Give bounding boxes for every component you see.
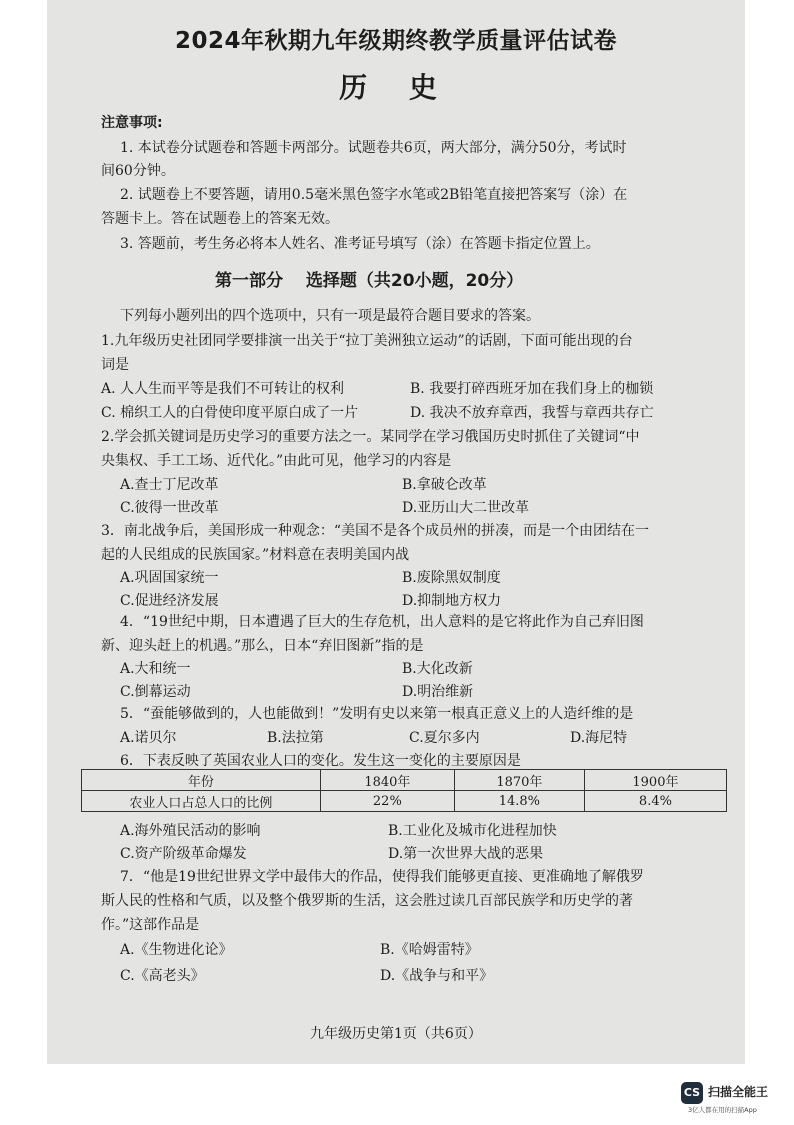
q6-stem: 6．下表反映了英国农业人口的变化。发生这一变化的主要原因是 — [120, 753, 521, 769]
q6-option-d: D.第一次世界大战的恶果 — [388, 846, 544, 862]
table-cell: 8.4% — [584, 791, 726, 812]
q6-option-b: B.工业化及城市化进程加快 — [388, 823, 557, 839]
table-cell: 1870年 — [454, 770, 584, 791]
q7-stem-3: 作。”这部作品是 — [101, 917, 200, 933]
scanner-logo-icon: CS — [681, 1082, 703, 1104]
q3-option-d: D.抑制地方权力 — [402, 593, 502, 609]
table-cell: 1900年 — [584, 770, 726, 791]
notice-item-1: 1. 本试卷分试题卷和答题卡两部分。试题卷共6页，两大部分，满分50分，考试时 — [120, 140, 627, 156]
notice-item-2-cont: 答题卡上。答在试题卷上的答案无效。 — [101, 211, 339, 227]
table-header-row — [82, 770, 727, 791]
q1-option-d: D. 我决不放弃章西，我誓与章西共存亡 — [410, 405, 654, 421]
q2-option-a: A.查士丁尼改革 — [120, 477, 219, 493]
section-title: 第一部分 选择题（共20小题，20分） — [215, 271, 524, 291]
exam-title: 2024年秋期九年级期终教学质量评估试卷 — [174, 28, 617, 54]
page-footer: 九年级历史第1页（共6页） — [310, 1026, 482, 1042]
q5-option-b: B.法拉第 — [267, 730, 324, 746]
q7-option-b: B.《哈姆雷特》 — [380, 942, 479, 958]
q1-stem-1: 1.九年级历史社团同学要排演一出关于“拉丁美洲独立运动”的话剧，下面可能出现的台 — [101, 333, 633, 349]
exam-page — [47, 0, 745, 1064]
table-cell: 1840年 — [320, 770, 454, 791]
q1-option-a: A. 人人生而平等是我们不可转让的权利 — [101, 381, 345, 397]
q2-stem-2: 央集权、手工工场、近代化。”由此可见，他学习的内容是 — [101, 453, 452, 469]
q1-option-c: C. 棉织工人的白骨使印度平原白成了一片 — [101, 405, 359, 421]
q4-stem-1: 4．“19世纪中期，日本遭遇了巨大的生存危机，出人意料的是它将此作为自己弃旧图 — [120, 614, 644, 630]
q5-option-c: C.夏尔多内 — [409, 730, 480, 746]
notice-item-3: 3. 答题前，考生务必将本人姓名、准考证号填写（涂）在答题卡指定位置上。 — [120, 236, 600, 252]
table-cell: 14.8% — [454, 791, 584, 812]
q5-stem: 5．“蚕能够做到的，人也能做到！”发明有史以来第一根真正意义上的人造纤维的是 — [120, 706, 634, 722]
q2-option-c: C.彼得一世改革 — [120, 500, 219, 516]
table-row — [82, 791, 727, 812]
q7-option-a: A.《生物进化论》 — [120, 942, 233, 958]
q3-option-c: C.促进经济发展 — [120, 593, 219, 609]
section-instruction: 下列每小题列出的四个选项中，只有一项是最符合题目要求的答案。 — [120, 308, 540, 324]
q3-stem-2: 起的人民组成的民族国家。”材料意在表明美国内战 — [101, 547, 410, 563]
q6-option-c: C.资产阶级革命爆发 — [120, 846, 247, 862]
q2-stem-1: 2.学会抓关键词是历史学习的重要方法之一。某同学在学习俄国历史时抓住了关键词“中 — [101, 429, 640, 445]
q2-option-d: D.亚历山大二世改革 — [402, 500, 530, 516]
q4-option-c: C.倒幕运动 — [120, 684, 191, 700]
notice-item-2: 2. 试题卷上不要答题，请用0.5毫米黑色签字水笔或2B铅笔直接把答案写（涂）在 — [120, 187, 628, 203]
table-cell: 农业人口占总人口的比例 — [82, 791, 321, 812]
q1-option-b: B. 我要打碎西班牙加在我们身上的枷锁 — [410, 381, 654, 397]
q4-option-d: D.明治维新 — [402, 684, 474, 700]
notice-item-1-cont: 间60分钟。 — [101, 163, 175, 179]
table-cell: 年份 — [82, 770, 321, 791]
q7-stem-1: 7．“他是19世纪世界文学中最伟大的作品，使得我们能够更直接、更准确地了解俄罗 — [120, 869, 644, 885]
table-cell: 22% — [320, 791, 454, 812]
notice-heading: 注意事项: — [101, 115, 163, 131]
q2-option-b: B.拿破仑改革 — [402, 477, 487, 493]
q1-stem-2: 词是 — [101, 357, 129, 373]
q6-option-a: A.海外殖民活动的影响 — [120, 823, 261, 839]
q3-option-b: B.废除黑奴制度 — [402, 570, 501, 586]
q4-option-b: B.大化改新 — [402, 661, 473, 677]
q3-option-a: A.巩固国家统一 — [120, 570, 219, 586]
q5-option-d: D.海尼特 — [570, 730, 628, 746]
q4-option-a: A.大和统一 — [120, 661, 191, 677]
population-table — [81, 769, 727, 812]
q4-stem-2: 新、迎头赶上的机遇。”那么，日本“弃旧图新”指的是 — [101, 638, 424, 654]
q5-option-a: A.诺贝尔 — [120, 730, 177, 746]
scanner-tagline: 3亿人都在用的扫描App — [688, 1106, 757, 1114]
q7-option-d: D.《战争与和平》 — [380, 968, 494, 984]
q7-option-c: C.《高老头》 — [120, 968, 205, 984]
subject-title: 历 史 — [339, 71, 453, 104]
q7-stem-2: 斯人民的性格和气质，以及整个俄罗斯的生活，这会胜过读几百部民族学和历史学的著 — [101, 893, 633, 909]
q3-stem-1: 3．南北战争后，美国形成一种观念：“美国不是各个成员州的拼凑，而是一个由团结在一 — [101, 523, 650, 539]
scanner-brand: 扫描全能王 — [708, 1085, 769, 1099]
